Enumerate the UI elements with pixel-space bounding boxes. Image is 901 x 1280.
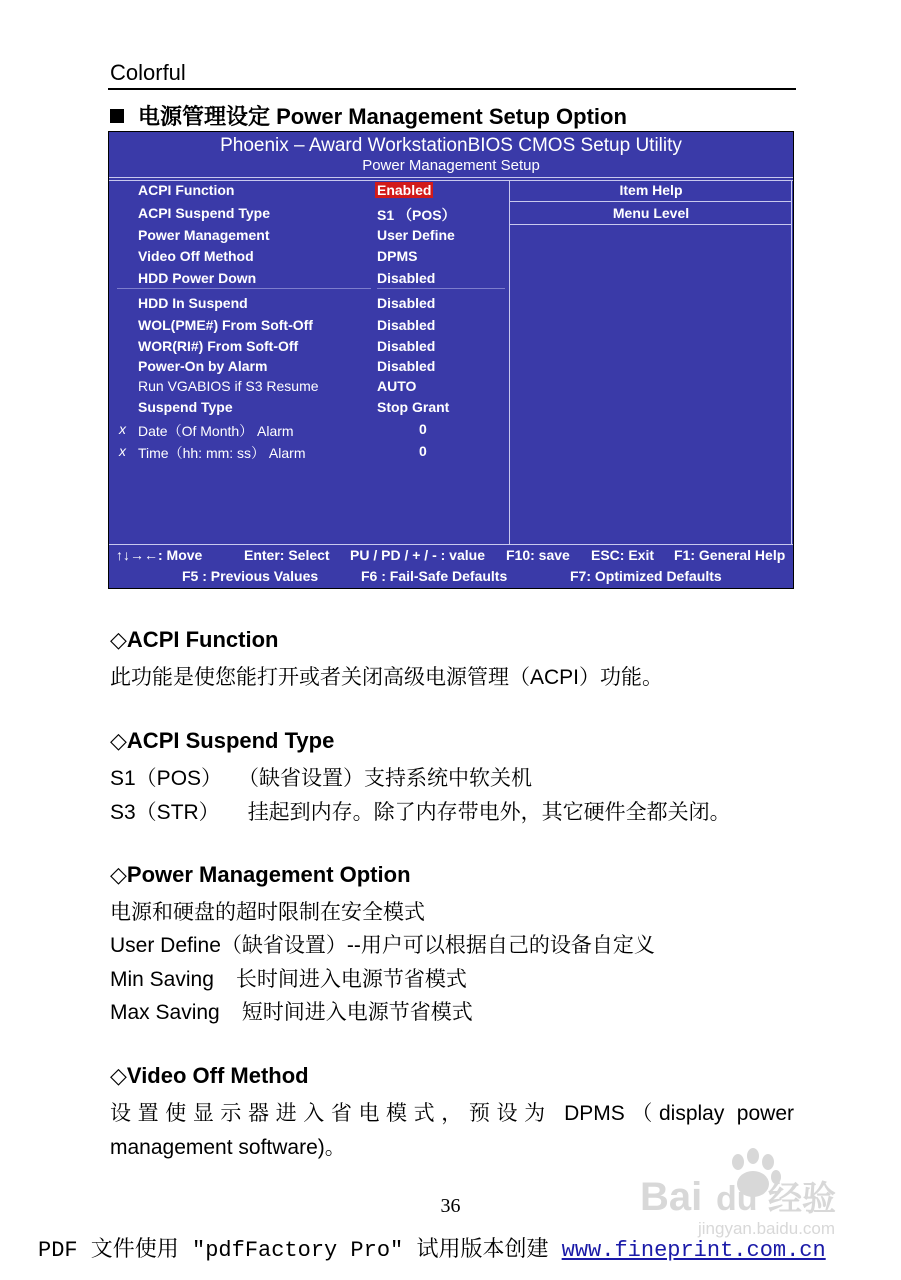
- setting-suspend-type[interactable]: Suspend Type Stop Grant: [138, 399, 450, 415]
- help-divider: [509, 201, 791, 202]
- bios-divider: [109, 180, 793, 181]
- setting-hdd-power-down[interactable]: HDD Power Down Disabled: [138, 270, 436, 286]
- menu-level-label: Menu Level: [612, 205, 690, 221]
- heading-acpi-function: ◇ACPI Function: [110, 627, 279, 652]
- text-video-off-line1: 设置使显示器进入省电模式，预设为 DPMS（display power: [110, 1102, 794, 1125]
- key-save: F10: save: [506, 547, 570, 563]
- key-select: Enter: Select: [244, 547, 330, 563]
- key-previous: F5 : Previous Values: [182, 568, 319, 584]
- text-s1: S1（POS） （缺省设置）支持系统中软关机: [110, 767, 533, 790]
- page-number: 36: [440, 1195, 461, 1217]
- baidu-jingyan-watermark: [640, 1140, 845, 1240]
- key-failsafe: F6 : Fail-Safe Defaults: [361, 568, 508, 584]
- setting-acpi-function[interactable]: ACPI Function Enabled: [138, 182, 432, 198]
- watermark-url: jingyan.baidu.com: [698, 1219, 836, 1238]
- header-brand: Colorful: [110, 60, 186, 85]
- bios-subtitle: Power Management Setup: [362, 157, 540, 174]
- text-video-off-line2: management software)。: [110, 1136, 346, 1159]
- key-move: ↑↓→←: Move: [116, 547, 203, 563]
- item-help-label: Item Help: [619, 182, 683, 198]
- setting-acpi-suspend-type[interactable]: ACPI Suspend Type S1 （POS）: [138, 205, 456, 223]
- setting-value[interactable]: Stop Grant: [377, 399, 450, 415]
- setting-value[interactable]: S1 （POS）: [377, 207, 456, 223]
- fineprint-link[interactable]: www.fineprint.com.cn: [561, 1238, 826, 1263]
- text-power-mgmt-intro: 电源和硬盘的超时限制在安全模式: [110, 901, 425, 924]
- text-acpi-function: 此功能是使您能打开或者关闭高级电源管理（ACPI）功能。: [110, 666, 664, 689]
- text-min-saving: Min Saving 长时间进入电源节省模式: [110, 968, 467, 991]
- setting-time-alarm: x Time（hh: mm: ss） Alarm 0: [119, 443, 427, 461]
- bios-title: Phoenix – Award WorkstationBIOS CMOS Setup Utility: [220, 135, 682, 156]
- text-user-define: User Define（缺省设置）--用户可以根据自己的设备自定义: [110, 934, 655, 957]
- watermark-du: du: [716, 1180, 758, 1218]
- setting-value[interactable]: DPMS: [377, 248, 418, 264]
- pdf-footer: PDF 文件使用 "pdfFactory Pro" 试用版本创建 www.fineprint.com.cn: [38, 1238, 826, 1263]
- key-optimized: F7: Optimized Defaults: [570, 568, 722, 584]
- heading-power-management: ◇Power Management Option: [110, 862, 411, 887]
- header-divider: [108, 88, 796, 90]
- setting-value: 0: [419, 421, 427, 437]
- setting-date-alarm: x Date（Of Month） Alarm 0: [119, 421, 427, 439]
- disabled-mark: x: [119, 421, 126, 437]
- help-divider: [509, 224, 791, 225]
- bios-divider: [109, 177, 793, 178]
- setting-wol-from-soft-off[interactable]: WOL(PME#) From Soft-Off Disabled: [138, 317, 436, 333]
- setting-value[interactable]: User Define: [377, 227, 455, 243]
- setting-value[interactable]: Disabled: [377, 338, 436, 354]
- text-max-saving: Max Saving 短时间进入电源节省模式: [110, 1001, 473, 1024]
- black-square-icon: [110, 109, 124, 123]
- watermark-jingyan: 经验: [768, 1179, 836, 1219]
- watermark-bai: Bai: [640, 1175, 703, 1219]
- bios-column-divider: [509, 180, 510, 544]
- setting-power-management[interactable]: Power Management User Define: [138, 227, 455, 243]
- setting-power-on-by-alarm[interactable]: Power-On by Alarm Disabled: [138, 358, 436, 374]
- bios-divider: [109, 544, 793, 545]
- setting-hdd-in-suspend[interactable]: HDD In Suspend Disabled: [138, 295, 436, 311]
- setting-value[interactable]: Disabled: [377, 358, 436, 374]
- setting-video-off-method[interactable]: Video Off Method DPMS: [138, 248, 418, 264]
- setting-value[interactable]: Disabled: [377, 295, 436, 311]
- text-s3: S3（STR） 挂起到内存。除了内存带电外，其它硬件全都关闭。: [110, 801, 731, 824]
- setting-value[interactable]: Enabled: [377, 182, 432, 198]
- setting-value[interactable]: AUTO: [377, 378, 417, 394]
- disabled-mark: x: [119, 443, 126, 459]
- setting-value: 0: [419, 443, 427, 459]
- heading-video-off-method: ◇Video Off Method: [110, 1063, 309, 1088]
- bios-column-divider: [791, 180, 792, 544]
- setting-value[interactable]: Disabled: [377, 317, 436, 333]
- setting-run-vgabios[interactable]: Run VGABIOS if S3 Resume AUTO: [138, 378, 417, 394]
- setting-wor-from-soft-off[interactable]: WOR(RI#) From Soft-Off Disabled: [138, 338, 436, 354]
- key-value: PU / PD / + / - : value: [350, 547, 485, 563]
- key-help: F1: General Help: [674, 547, 786, 563]
- heading-acpi-suspend-type: ◇ACPI Suspend Type: [110, 728, 335, 753]
- setting-value[interactable]: Disabled: [377, 270, 436, 286]
- section-title: 电源管理设定 Power Management Setup Option: [110, 100, 627, 131]
- key-exit: ESC: Exit: [591, 547, 655, 563]
- bios-screen: [108, 131, 794, 589]
